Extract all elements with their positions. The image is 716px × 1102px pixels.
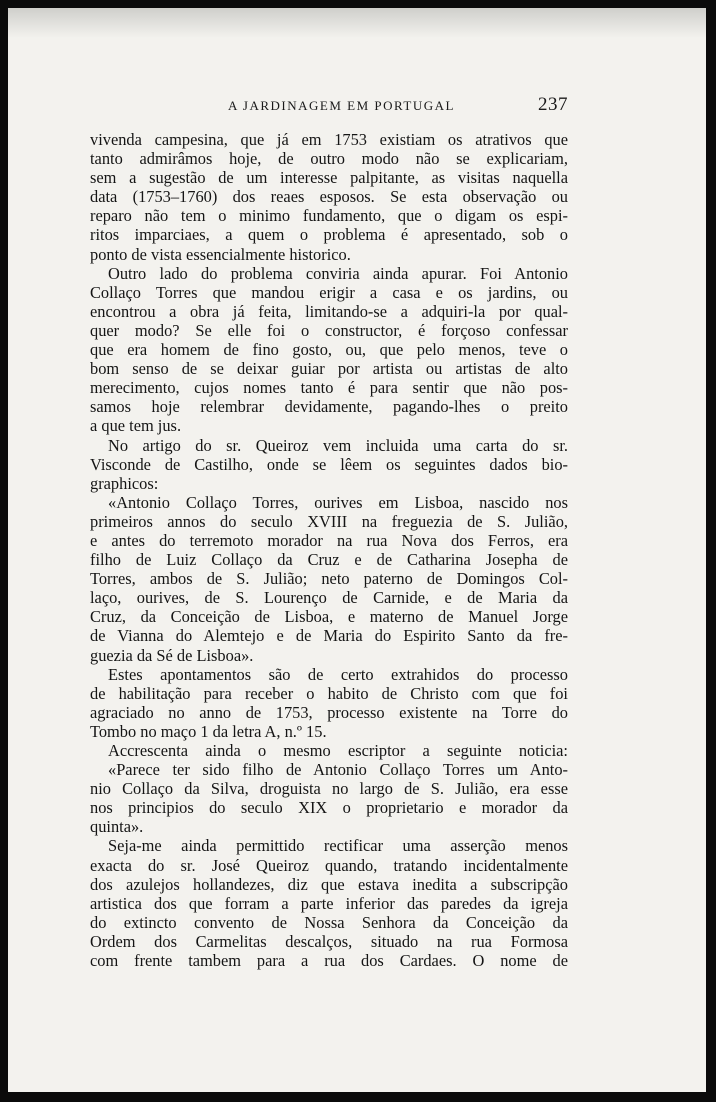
text-line: reparo não tem o minimo fundamento, que o digam os espi-: [90, 206, 568, 226]
text-line: de Vianna do Alemtejo e de Maria do Espirito Santo da fre-: [90, 626, 568, 646]
text-line: com frente tambem para a rua dos Cardaes. O nome de: [90, 951, 568, 971]
body-text: [90, 130, 568, 970]
page-header: [88, 94, 568, 116]
text-line: laço, ourives, de S. Lourenço de Carnide, e de Maria da: [90, 588, 568, 608]
text-line: exacta do sr. José Queiroz quando, tratando incidentalmente: [90, 855, 568, 875]
text-line: nio Collaço da Silva, droguista no largo de S. Julião, era esse: [90, 779, 568, 799]
text-line: agraciado no anno de 1753, processo existente na Torre do: [90, 702, 568, 722]
text-line: data (1753–1760) dos reaes esposos. Se esta observação ou: [90, 187, 568, 207]
text-line: quinta».: [90, 817, 144, 837]
text-line: encontrou a obra já feita, limitando-se a adquiri-la por qual-: [90, 301, 568, 321]
text-line: primeiros annos do seculo XVIII na freguezia de S. Julião,: [90, 511, 568, 531]
text-line: dos azulejos hollandezes, diz que estava inedita a subscripção: [90, 874, 568, 894]
text-line: Cruz, da Conceição de Lisboa, e materno de Manuel Jorge: [90, 607, 568, 627]
text-line: samos hoje relembrar devidamente, pagando-lhes o preito: [90, 397, 568, 417]
text-line: Visconde de Castilho, onde se lêem os seguintes dados bio-: [90, 454, 568, 474]
text-line: Estes apontamentos são de certo extrahidos do processo: [108, 664, 568, 684]
text-line: artistica dos que forram a parte inferior das paredes da igreja: [90, 893, 568, 913]
text-line: quer modo? Se elle foi o constructor, é forçoso confessar: [90, 320, 568, 340]
text-line: merecimento, cujos nomes tanto é para sentir que não pos-: [90, 378, 568, 398]
book-page: [8, 8, 706, 1092]
page-number: 237: [538, 94, 568, 115]
text-line: a que tem jus.: [90, 416, 182, 436]
text-line: guezia da Sé de Lisboa».: [90, 645, 254, 665]
running-title: A JARDINAGEM EM PORTUGAL: [228, 98, 455, 113]
text-line: Ordem dos Carmelitas descalços, situado na rua Formosa: [90, 931, 568, 951]
text-line: de habilitação para receber o habito de Christo com que foi: [90, 683, 568, 703]
text-line: do extincto convento de Nossa Senhora da Conceição da: [90, 912, 568, 932]
text-line: Accrescenta ainda o mesmo escriptor a seguinte noticia:: [108, 741, 568, 760]
text-line: bom senso de se deixar guiar por artista ou artistas de alto: [90, 359, 568, 379]
text-line: filho de Luiz Collaço da Cruz e de Catharina Josepha de: [90, 550, 568, 570]
text-line: ponto de vista essencialmente historico.: [90, 244, 351, 264]
text-line: Tombo no maço 1 da letra A, n.º 15.: [90, 721, 327, 741]
text-line: «Parece ter sido filho de Antonio Collaço Torres um Anto-: [108, 760, 568, 780]
text-line: Seja-me ainda permittido rectificar uma asserção menos: [108, 836, 568, 856]
text-line: que era homem de fino gosto, ou, que pelo menos, teve o: [90, 340, 568, 360]
text-line: sem a sugestão de um interesse palpitante, as visitas naquella: [90, 168, 568, 188]
text-line: «Antonio Collaço Torres, ourives em Lisboa, nascido nos: [108, 492, 568, 512]
text-line: nos principios do seculo XIX o proprietario e morador da: [90, 798, 568, 818]
text-line: vivenda campesina, que já em 1753 existiam os atrativos que: [90, 130, 568, 149]
text-line: Collaço Torres que mandou erigir a casa e os jardins, ou: [90, 282, 568, 302]
text-line: graphicos:: [90, 473, 159, 493]
text-line: tanto admirâmos hoje, de outro modo não se explicariam,: [90, 149, 568, 169]
text-line: No artigo do sr. Queiroz vem incluida uma carta do sr.: [108, 435, 568, 455]
text-line: Outro lado do problema conviria ainda apurar. Foi Antonio: [108, 263, 568, 283]
text-line: e antes do terremoto morador na rua Nova dos Ferros, era: [90, 530, 568, 550]
text-line: Torres, ambos de S. Julião; neto paterno de Domingos Col-: [90, 569, 568, 589]
text-line: ritos imparciaes, a quem o problema é apresentado, sob o: [90, 225, 568, 245]
